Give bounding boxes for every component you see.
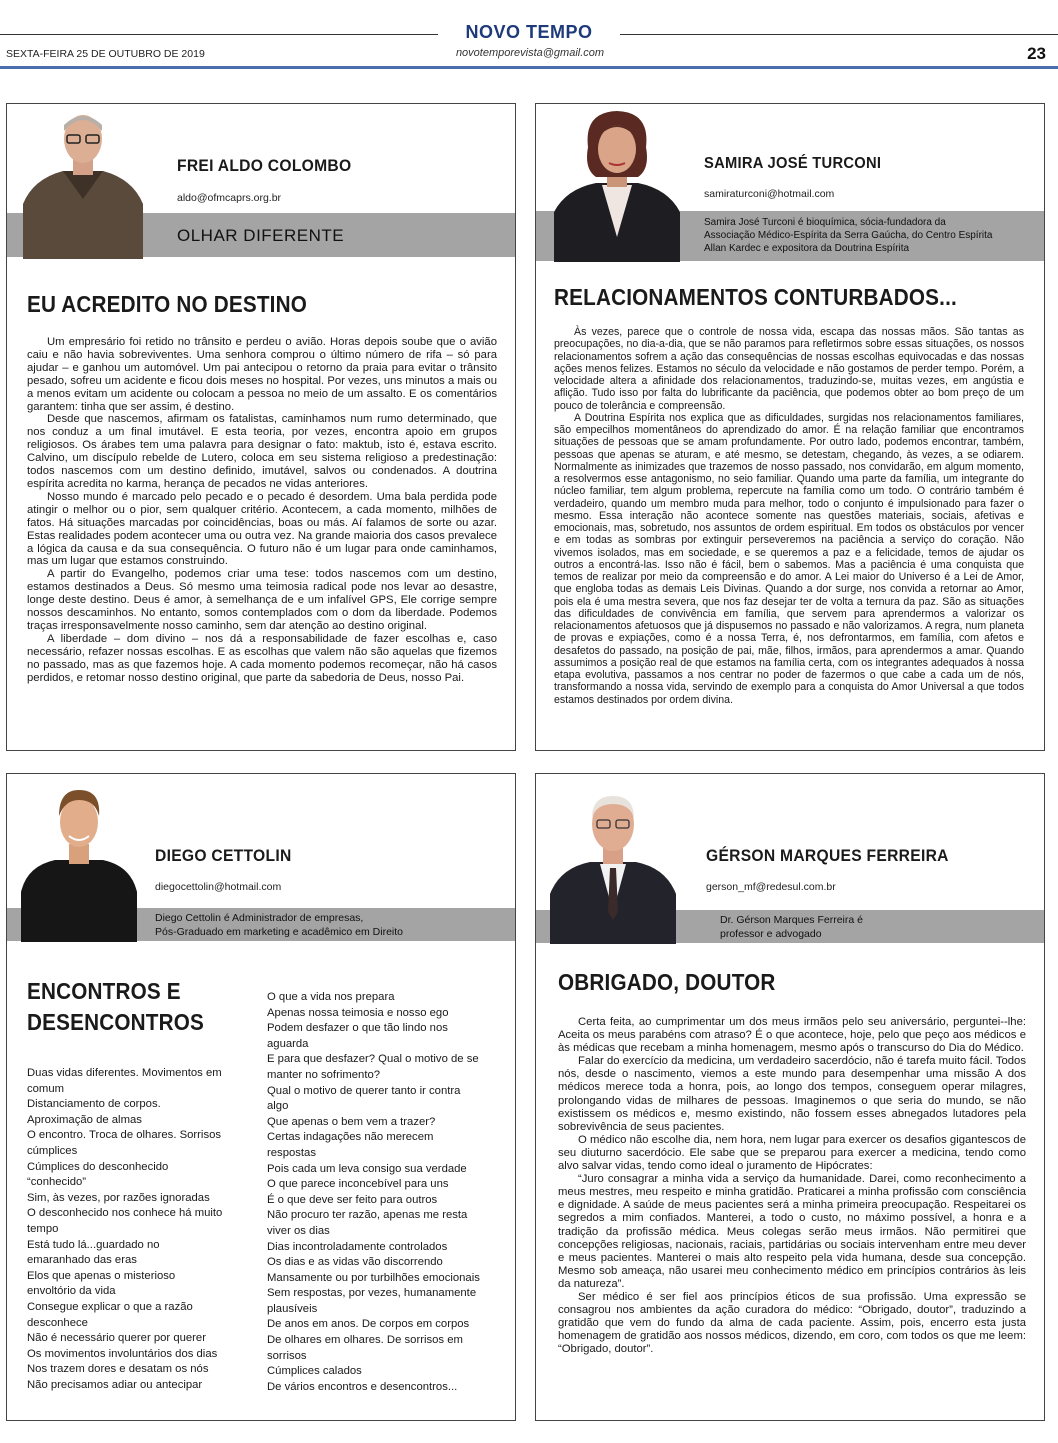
paragraph: Certa feita, ao cumprimentar um dos meus irmãos pelo seu aniversário, perguntei--lhe: Aceita os meus parabéns com atraso? É o que acontece, hoje, pelo que peço aos médicos e às médicas que recebam a minha homenagem, mesmo após o transcurso do Dia do Médico.: [558, 1016, 1026, 1055]
poem-line: De vários encontros e desencontros...: [267, 1380, 458, 1393]
poem-line: Certas indagações não merecem: [267, 1131, 434, 1144]
paragraph: Às vezes, parece que o controle de nossa vida, escapa das nossas mãos. São tantas as preocupações, no dia-a-dia, que se não paramos para refletirmos sobre essas situações, os nossos relacionamentos sofrem a ação das consequências de nossas escolhas equivocadas e das nossas ações menos felizes. Estamos no século da velocidade e não gostamos de perder tempo. Porém, a velocidade altera a afinidade dos relacionamentos, traduzindo-se, muitas vezes, em angústia e aflição. Tudo isso por falta do lubrificante da paciência, que podemos obter ao bom preço de um pouco de tolerância e compreensão.: [554, 326, 1024, 412]
column-name: OLHAR DIFERENTE: [177, 226, 345, 245]
poem-line: De olhares em olhares. De sorrisos em: [267, 1334, 463, 1347]
poem-line: “conhecido”: [27, 1176, 87, 1189]
poem-line: Sim, às vezes, por razões ignoradas: [27, 1191, 210, 1204]
poem-line: plausíveis: [267, 1302, 318, 1315]
paragraph: A Doutrina Espírita nos explica que as dificuldades, surgidas nos relacionamentos familiares, são empecilhos momentâneos do aprendizado do amor. É na relação familiar que encontramos situações de pessoas que se amam profundamente. Por outro lado, podemos encontrar, também, pessoas que apenas se aturam, e até mesmo, se detestam, chegando, às vezes, a se odiarem. Normalmente as inimizades que trazemos de nosso passado, nos convidarão, em algum momento, a resolvermos esse antagonismo, no seio familiar. Quando uma parte da família, um integrante do núcleo familiar, tem algum problema, repercute na família como um todo. O contrário também é verdadeiro, quando um membro muda para melhor, todo o conjunto é impulsionado para fazer o mesmo. Essa interação não acontece somente nas questões materiais, sociais, afetivas e emocionais, mas, sobretudo, nos assuntos de ordem espiritual. Em todos os obstáculos por vencer e em todas as sombras por extinguir perseveremos na paciência a serviço do coração. Não vivemos isolados, mas em sociedade, e se queremos a paz e a felicidade, temos de ajudar os outros a encontrá-las. Isso não é fácil, bem o sabemos. Mas a paciência é uma conquista que temos de realizar por meio da compreensão e do amor. A Lei maior do Universo é a Lei de Amor, que engloba todas as demais Leis Divinas. Quando a dor surge, nos convida a retornar ao Amor, pois ela é uma mestra severa, que nos faz desejar ter de volta a ternura da paz. São as situações das dificuldades de convivência em família, que servem para aprendermos a valorizar os relacionamentos afetuosos que já dispusemos no passado e não valorizamos. A regra, num planeta de provas e expiações, como é a nossa Terra, é, nos defrontarmos, em família, com afetos e desafetos do passado, na posição de pai, mãe, filhos, irmãos, para aprendermos a amar. Quando assumimos a posição real de que estamos na família certa, com os integrantes adequados à nossa etapa evolutiva, passamos a nos centrar no poder de fazermos o que cabe a cada um de nós, transformando a nossa vida, servindo de exemplo para a conquista do Amor Universal a que todos estamos destinados por ordem divina.: [554, 411, 1024, 706]
poem-line: Distanciamento de corpos.: [27, 1098, 161, 1111]
header-bottom-rule: [0, 66, 1058, 69]
author-bio: Samira José Turconi é bioquímica, sócia-fundadora da Associação Médico-Espírita da Serra Gaúcha, do Centro Espírita Allan Kardec e expositora da Doutrina Espírita: [704, 217, 993, 254]
column-gerson: [535, 773, 1045, 1421]
bio-line: Pós-Graduado em marketing e acadêmico em Direito: [155, 926, 404, 938]
poem-line: Dias incontroladamente controlados: [267, 1240, 448, 1253]
paragraph: Ser médico é ser fiel aos princípios éticos de sua profissão. Uma expressão se consagrou nos ambientes da ação curadora do médico: “Obrigado, doutor”, traduzindo a gratidão que vem do fundo da alma de cada paciente. Assim, pois, encerro esta justa homenagem de gratidão aos nossos médicos, dizendo, em coro, com todos os que me leem: “Obrigado, doutor”.: [558, 1290, 1026, 1356]
author-photo: [21, 782, 137, 942]
poem-line: Consegue explicar o que a razão: [27, 1300, 193, 1313]
poem-line: Apenas nossa teimosia e nosso ego: [267, 1006, 449, 1019]
poem-line: algo: [267, 1100, 289, 1113]
poem-line: O encontro. Troca de olhares. Sorrisos: [27, 1129, 222, 1142]
paragraph: “Juro consagrar a minha vida a serviço da humanidade. Darei, como reconhecimento a meus mestres, meu respeito e minha gratidão. Praticarei a minha profissão com consciência e dignidade. A saúde de meus pacientes será a minha primeira preocupação. Respeitarei os segredos a mim confiados. Manterei, a todo o custo, no máximo possível, a honra e a tradição da profissão médica. Meus colegas serão meus irmãos. Não permitirei que concepções religiosas, nacionais, raciais, partidárias ou sociais intervenham entre meu dever e meus pacientes. Manterei o mais alto respeito pela vida humana, desde sua concepção. Mesmo sob ameaça, não usarei meu conhecimento médico em princípios contrários às leis da natureza”.: [558, 1173, 1026, 1290]
author-name: DIEGO CETTOLIN: [155, 846, 292, 865]
poem-line: Está tudo lá...guardado no: [27, 1238, 160, 1251]
author-email: diegocettolin@hotmail.com: [155, 881, 282, 893]
header-email: novotemporevista@gmail.com: [455, 47, 605, 59]
poem-line: aguarda: [267, 1037, 309, 1050]
poem-line: emaranhado das eras: [27, 1254, 137, 1267]
article-title: [27, 976, 204, 1038]
bio-line: professor e advogado: [720, 928, 822, 940]
poem-line: Duas vidas diferentes. Movimentos em: [27, 1067, 222, 1079]
author-name: GÉRSON MARQUES FERREIRA: [706, 846, 949, 865]
poem-line: Pois cada um leva consigo sua verdade: [267, 1162, 467, 1175]
article-title: OBRIGADO, DOUTOR: [558, 969, 776, 995]
author-photo: [554, 107, 680, 262]
poem-left-column: [27, 1066, 257, 1393]
poem-line: tempo: [27, 1222, 59, 1235]
paragraph: O médico não escolhe dia, nem hora, nem lugar para exercer os desafios gigantescos de seu diuturno sacerdócio. Ele sabe que se preparou para exercer a medicina, tendo como alvo salvar vidas, tendo como ideal o juramento de Hipócrates:: [558, 1133, 1026, 1173]
poem-line: desconhece: [27, 1316, 88, 1329]
poem-line: Que apenas o bem vem a trazer?: [267, 1115, 436, 1128]
paragraph: A liberdade – dom divino – nos dá a responsabilidade de fazer escolhas e, caso necessário, refazer nossas escolhas. E as escolhas que valem não são aquelas que fizemos no passado, mas as que fazemos hoje. A cada momento podemos recomeçar, não há casos perdidos, e retomar nosso destino original, que parte da sabedoria de Deus, nosso Pai.: [27, 632, 497, 684]
bio-line: Diego Cettolin é Administrador de empresas,: [155, 912, 364, 924]
poem-line: Cúmplices calados: [267, 1365, 362, 1378]
poem-line: Elos que apenas o misterioso: [27, 1269, 176, 1282]
author-bio: [155, 911, 403, 939]
paragraph: A partir do Evangelho, podemos criar uma tese: todos nascemos com um destino, estamos destinados a Deus. Só mesmo uma teimosia radical pode nos levar ao desastre, longe deste destino. Deus é amor, à semelhança de e um infalível GPS, Ele corrige sempre nossos descaminhos. No entanto, somos contemplados com o dom da liberdade. Podemos traças irresponsavelmente nosso caminho, sem dar atenção ao destino original.: [27, 568, 497, 632]
poem-line: cúmplices: [27, 1144, 78, 1157]
author-name: FREI ALDO COLOMBO: [177, 156, 352, 175]
author-email: aldo@ofmcaprs.org.br: [177, 192, 282, 204]
header-date: SEXTA-FEIRA 25 DE OUTUBRO DE 2019: [6, 48, 205, 60]
paragraph: Um empresário foi retido no trânsito e perdeu o avião. Horas depois soube que o avião caiu e não havia sobreviventes. Uma senhora comprou o último número de rifa – só para ajudar – e ganhou um automóvel. Um pai antecipou o retorno da praia para evitar o trânsito pesado, sofreu um acidente e ficou dois meses no hospital. Por vezes, uns minutos a mais ou a menos evitam um acidente ou colocam a pessoa no meio de um assalto. E os comentários garantem: tinha que ser assim, é destino.: [27, 336, 497, 413]
poem-line: Não é necessário querer por querer: [27, 1332, 206, 1345]
poem-line: respostas: [267, 1146, 316, 1159]
poem-line: Podem desfazer o que tão lindo nos: [267, 1022, 448, 1035]
poem-line: Não procuro ter razão, apenas me resta: [267, 1209, 468, 1222]
page-number: 23: [1027, 44, 1046, 63]
poem-line: O desconhecido nos conhece há muito: [27, 1207, 223, 1220]
poem-line: De anos em anos. De corpos em corpos: [267, 1318, 470, 1331]
author-email: gerson_mf@redesul.com.br: [706, 881, 836, 893]
poem-line: sorrisos: [267, 1349, 307, 1362]
header-rule-right: [620, 34, 1058, 35]
column-samira: [535, 103, 1045, 751]
article-body: [558, 1016, 1026, 1356]
poem-line: Os dias e as vidas vão discorrendo: [267, 1256, 443, 1269]
author-email: samiraturconi@hotmail.com: [704, 188, 835, 200]
column-diego: [6, 773, 516, 1421]
poem-line: Não precisamos adiar ou antecipar: [27, 1378, 203, 1391]
author-photo: [550, 782, 676, 944]
poem-line: Nos trazem dores e desatam os nós: [27, 1363, 209, 1376]
header-rule-left: [0, 34, 438, 35]
title-line: ENCONTROS E: [27, 978, 181, 1004]
poem-line: O que parece inconcebível para uns: [267, 1178, 449, 1191]
paragraph: Falar do exercício da medicina, um verdadeiro sacerdócio, não é tarefa muito fácil. Todos nós, desde o nascimento, viemos a este mundo para desempenhar uma missão A dos médicos merece toda a honra, pois, ao longo dos tempos, conseguem operar milagres, prolongando vidas de milhares de pessoas. Imaginemos o que seria do mundo, se não existissem os médicos e, mesmo existindo, não fossem esses abnegados lutadores pela sobrevivência de seus pacientes.: [558, 1055, 1026, 1133]
poem-line: Mansamente ou por turbilhões emocionais: [267, 1271, 480, 1284]
author-name: SAMIRA JOSÉ TURCONI: [704, 155, 882, 172]
column-aldo: [6, 103, 516, 751]
poem-line: Sem respostas, por vezes, humanamente: [267, 1287, 477, 1300]
poem-line: O que a vida nos prepara: [267, 991, 395, 1003]
poem-right-column: [267, 990, 507, 1395]
poem-line: comum: [27, 1082, 65, 1095]
title-line: DESENCONTROS: [27, 1009, 204, 1035]
poem-line: E para que desfazer? Qual o motivo de se: [267, 1053, 479, 1066]
poem-line: Qual o motivo de querer tanto ir contra: [267, 1084, 461, 1097]
author-photo: [23, 109, 143, 259]
article-title: RELACIONAMENTOS CONTURBADOS...: [554, 284, 957, 310]
article-body: [27, 336, 497, 684]
article-title: EU ACREDITO NO DESTINO: [27, 291, 307, 317]
poem-line: Os movimentos involuntários dos dias: [27, 1347, 218, 1360]
poem-line: É o que deve ser feito para outros: [267, 1193, 438, 1206]
poem-line: Cúmplices do desconhecido: [27, 1160, 169, 1173]
article-body: [554, 326, 1024, 706]
paragraph: Nosso mundo é marcado pelo pecado e o pecado é desordem. Uma bala perdida pode atingir o melhor ou o pior, sem qualquer critério. Acontecem, a cada momento, milhões de fatos. Há situações marcadas por coincidências, boas ou más. Aí falamos de sorte ou azar. Estas realidades podem acontecer uma ou outra vez. Na grande maioria dos casos prevalece a lógica da causa e da sua consequência. O futuro não é um lugar para onde caminhamos, mas um lugar que estamos construindo.: [27, 490, 497, 568]
bio-line: Dr. Gérson Marques Ferreira é: [720, 914, 863, 926]
masthead: NOVO TEMPO: [465, 22, 593, 42]
poem-line: manter no sofrimento?: [267, 1068, 381, 1081]
poem-line: envoltório da vida: [27, 1285, 116, 1298]
paragraph: Desde que nascemos, afirmam os fatalistas, caminhamos num rumo determinado, que nos conduz a um final imutável. E esta teoria, por vezes, encontra apoio em grupos religiosos. Os árabes tem uma palavra para designar o fato: maktub, isto é, estava escrito. Calvino, um discípulo rebelde de Lutero, coloca em seu sistema religioso a predestinação: todos nascemos com um destino definido, imutável, salvos ou condenados. A doutrina espírita acredita no karma, herança de pecados ne vidas anteriores.: [27, 413, 497, 490]
poem-line: Aproximação de almas: [27, 1113, 142, 1126]
author-bio: [720, 913, 863, 941]
poem-line: viver os dias: [267, 1224, 330, 1237]
